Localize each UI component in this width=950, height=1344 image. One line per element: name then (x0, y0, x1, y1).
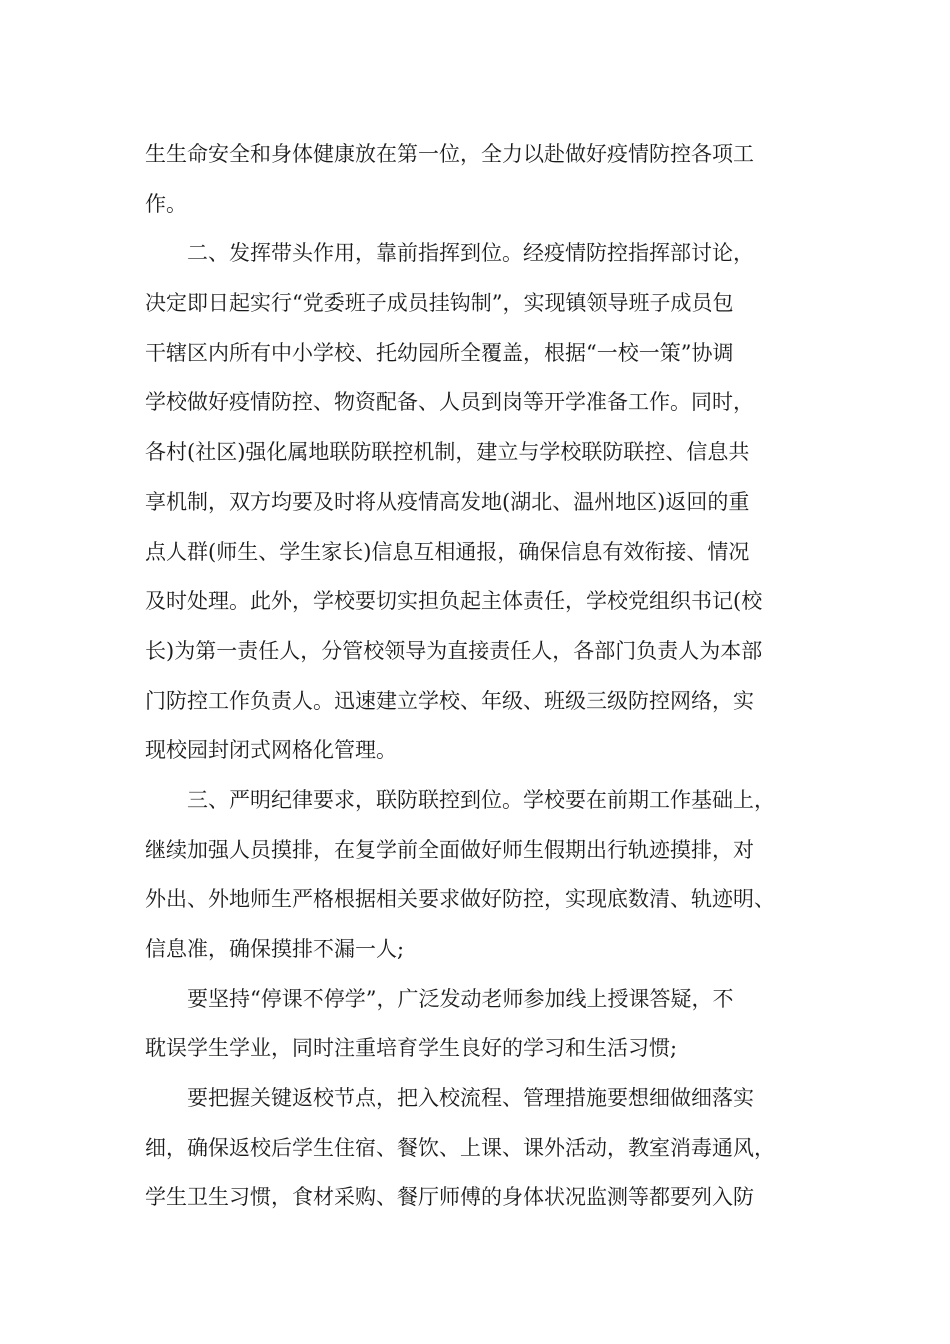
text-line: 信息准，确保摸排不漏一人; (145, 937, 405, 961)
text-line: 学校做好疫情防控、物资配备、人员到岗等开学准备工作。同时， (145, 390, 754, 415)
section-heading-line: 二、发挥带头作用，靠前指挥到位。经疫情防控指挥部讨论， (187, 241, 754, 266)
text-line: 耽误学生学业，同时注重培育学生良好的学习和生活习惯; (145, 1036, 678, 1061)
text-line: 干辖区内所有中小学校、托幼园所全覆盖，根据“一校一策”协调 (145, 340, 734, 365)
text-line: 享机制，双方均要及时将从疫情高发地(湖北、温州地区)返回的重 (145, 489, 750, 514)
text-line: 继续加强人员摸排，在复学前全面做好师生假期出行轨迹摸排，对 (145, 837, 754, 862)
section-heading-line: 三、严明纪律要求，联防联控到位。学校要在前期工作基础上， (187, 787, 775, 812)
text-line: 生生命安全和身体健康放在第一位，全力以赴做好疫情防控各项工 (145, 142, 754, 166)
text-line: 长)为第一责任人，分管校领导为直接责任人，各部门负责人为本部 (145, 638, 763, 663)
text-line: 及时处理。此外，学校要切实担负起主体责任，学校党组织书记(校 (145, 589, 763, 614)
text-line: 点人群(师生、学生家长)信息互相通报，确保信息有效衔接、情况 (145, 539, 750, 564)
paragraph-start-line: 要坚持“停课不停学”，广泛发动老师参加线上授课答疑，不 (187, 986, 734, 1011)
text-line: 细，确保返校后学生住宿、餐饮、上课、课外活动，教室消毒通风， (145, 1135, 775, 1160)
text-line: 作。 (145, 191, 187, 216)
document-body (145, 130, 825, 1223)
text-line: 现校园封闭式网格化管理。 (145, 738, 397, 763)
text-line: 各村(社区)强化属地联防联控机制，建立与学校联防联控、信息共 (145, 440, 750, 465)
paragraph-start-line: 要把握关键返校节点，把入校流程、管理措施要想细做细落实 (187, 1086, 754, 1111)
text-line: 学生卫生习惯，食材采购、餐厅师傅的身体状况监测等都要列入防 (145, 1185, 754, 1210)
text-line: 外出、外地师生严格根据相关要求做好防控，实现底数清、轨迹明、 (145, 887, 775, 912)
text-line: 决定即日起实行“党委班子成员挂钩制”，实现镇领导班子成员包 (145, 291, 734, 316)
text-line: 门防控工作负责人。迅速建立学校、年级、班级三级防控网络，实 (145, 688, 754, 713)
